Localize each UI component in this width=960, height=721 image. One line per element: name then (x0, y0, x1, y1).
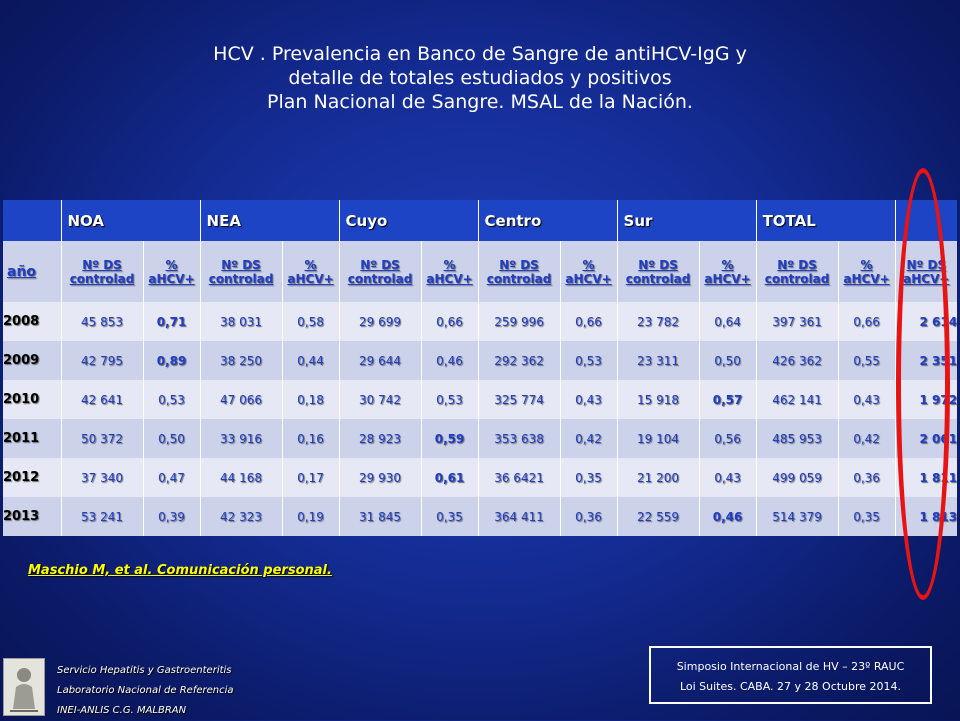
col-pct-total (838, 241, 895, 302)
col-pct-centro-line-2: aHCV+ (565, 271, 612, 286)
corner-cell (3, 200, 61, 241)
prevalence-table (3, 200, 957, 536)
year-cell: 2010 (3, 380, 61, 419)
col-ds-centro-line-1: Nº DS (499, 257, 539, 272)
cell-pct-cuyo: 0,66 (421, 302, 478, 341)
cell-pct-noa: 0,71 (143, 302, 200, 341)
cell-ds-sur: 23 782 (617, 302, 699, 341)
institution-line-2: Laboratorio Nacional de Referencia (57, 685, 234, 696)
col-ds-total (756, 241, 838, 302)
cell-pct-noa: 0,50 (143, 419, 200, 458)
cell-ds-noa: 37 340 (61, 458, 143, 497)
slide-title (0, 42, 960, 114)
cell-pct-nea: 0,44 (282, 341, 339, 380)
cell-pct-centro: 0,42 (560, 419, 617, 458)
institution-line-3: INEI-ANLIS C.G. MALBRAN (57, 705, 187, 716)
col-ds-nea (200, 241, 282, 302)
col-pct-total-line-2: aHCV+ (843, 271, 890, 286)
cell-pct-noa: 0,89 (143, 341, 200, 380)
col-pct-sur (699, 241, 756, 302)
cell-positives: 1 972 (895, 380, 957, 419)
cell-pct-cuyo: 0,53 (421, 380, 478, 419)
cell-pct-sur: 0,50 (699, 341, 756, 380)
col-ds-cuyo-line-1: Nº DS (360, 257, 400, 272)
cell-positives: 2 061 (895, 419, 957, 458)
cell-pct-total: 0,43 (838, 380, 895, 419)
malbran-logo (3, 658, 45, 716)
cell-ds-cuyo: 31 845 (339, 497, 421, 536)
cell-ds-noa: 50 372 (61, 419, 143, 458)
cell-ds-total: 426 362 (756, 341, 838, 380)
citation-text: Maschio M, et al. Comunicación personal. (28, 563, 332, 578)
institution-line-1: Servicio Hepatitis y Gastroenteritis (57, 665, 232, 676)
cell-ds-cuyo: 29 930 (339, 458, 421, 497)
year-header: año (3, 241, 61, 302)
col-ds-centro-line-2: controlad (486, 271, 552, 286)
region-header-row (3, 200, 957, 241)
table-row (3, 341, 957, 380)
table-row (3, 380, 957, 419)
cell-ds-sur: 19 104 (617, 419, 699, 458)
cell-positives: 2 614 (895, 302, 957, 341)
col-ds-sur (617, 241, 699, 302)
year-cell: 2013 (3, 497, 61, 536)
col-ds-nea-line-1: Nº DS (221, 257, 261, 272)
cell-ds-total: 485 953 (756, 419, 838, 458)
col-pct-cuyo-line-1: % (443, 257, 456, 272)
region-header-cuyo: Cuyo (339, 200, 478, 241)
col-ds-cuyo-line-2: controlad (347, 271, 413, 286)
cell-pct-sur: 0,57 (699, 380, 756, 419)
cell-pct-noa: 0,53 (143, 380, 200, 419)
table-row (3, 302, 957, 341)
cell-pct-noa: 0,47 (143, 458, 200, 497)
col-pct-sur-line-1: % (721, 257, 734, 272)
region-header-nea: NEA (200, 200, 339, 241)
cell-ds-sur: 21 200 (617, 458, 699, 497)
cell-ds-nea: 38 031 (200, 302, 282, 341)
cell-ds-centro: 292 362 (478, 341, 560, 380)
cell-pct-noa: 0,39 (143, 497, 200, 536)
year-cell: 2009 (3, 341, 61, 380)
cell-pct-centro: 0,35 (560, 458, 617, 497)
cell-ds-nea: 38 250 (200, 341, 282, 380)
cell-ds-nea: 42 323 (200, 497, 282, 536)
institution-block (57, 661, 234, 721)
cell-ds-centro: 353 638 (478, 419, 560, 458)
cell-ds-cuyo: 30 742 (339, 380, 421, 419)
cell-pct-sur: 0,46 (699, 497, 756, 536)
cell-ds-centro: 259 996 (478, 302, 560, 341)
col-positives-line-1: Nº DS (906, 257, 947, 272)
cell-positives: 2 351 (895, 341, 957, 380)
col-ds-total-line-1: Nº DS (777, 257, 817, 272)
cell-ds-cuyo: 29 644 (339, 341, 421, 380)
title-line-1: HCV . Prevalencia en Banco de Sangre de antiHCV-IgG y (213, 43, 747, 65)
cell-pct-cuyo: 0,59 (421, 419, 478, 458)
region-header-total: TOTAL (756, 200, 895, 241)
region-header-noa: NOA (61, 200, 200, 241)
cell-pct-centro: 0,53 (560, 341, 617, 380)
col-pct-nea-line-1: % (304, 257, 317, 272)
col-pct-nea-line-2: aHCV+ (287, 271, 334, 286)
col-pct-noa-line-1: % (165, 257, 178, 272)
cell-ds-total: 397 361 (756, 302, 838, 341)
col-ds-noa-line-1: Nº DS (82, 257, 122, 272)
cell-ds-noa: 42 641 (61, 380, 143, 419)
title-line-2: detalle de totales estudiados y positivos (288, 67, 672, 89)
cell-ds-sur: 15 918 (617, 380, 699, 419)
year-cell: 2012 (3, 458, 61, 497)
cell-ds-total: 462 141 (756, 380, 838, 419)
cell-pct-nea: 0,58 (282, 302, 339, 341)
cell-ds-nea: 33 916 (200, 419, 282, 458)
year-cell: 2008 (3, 302, 61, 341)
col-ds-noa (61, 241, 143, 302)
table-row (3, 458, 957, 497)
col-pct-nea (282, 241, 339, 302)
col-pct-noa-line-2: aHCV+ (148, 271, 195, 286)
cell-pct-sur: 0,43 (699, 458, 756, 497)
col-ds-sur-line-2: controlad (625, 271, 691, 286)
col-pct-sur-line-2: aHCV+ (704, 271, 751, 286)
cell-ds-noa: 42 795 (61, 341, 143, 380)
cell-pct-nea: 0,18 (282, 380, 339, 419)
col-pct-total-line-1: % (860, 257, 873, 272)
cell-ds-noa: 45 853 (61, 302, 143, 341)
cell-pct-nea: 0,17 (282, 458, 339, 497)
cell-pct-cuyo: 0,35 (421, 497, 478, 536)
cell-pct-nea: 0,16 (282, 419, 339, 458)
col-positives-line-2: aHCV+ (903, 271, 950, 286)
cell-pct-centro: 0,36 (560, 497, 617, 536)
cell-pct-total: 0,36 (838, 458, 895, 497)
cell-pct-nea: 0,19 (282, 497, 339, 536)
cell-pct-total: 0,42 (838, 419, 895, 458)
year-cell: 2011 (3, 419, 61, 458)
cell-pct-total: 0,66 (838, 302, 895, 341)
col-pct-cuyo (421, 241, 478, 302)
region-header-centro: Centro (478, 200, 617, 241)
event-line-1: Simposio Internacional de HV – 23º RAUC (676, 660, 905, 673)
cell-ds-cuyo: 28 923 (339, 419, 421, 458)
cell-ds-sur: 23 311 (617, 341, 699, 380)
col-ds-total-line-2: controlad (764, 271, 830, 286)
region-header-sur: Sur (617, 200, 756, 241)
cell-ds-nea: 44 168 (200, 458, 282, 497)
col-pct-cuyo-line-2: aHCV+ (426, 271, 473, 286)
col-ds-noa-line-2: controlad (69, 271, 135, 286)
col-ds-nea-line-2: controlad (208, 271, 274, 286)
cell-ds-sur: 22 559 (617, 497, 699, 536)
column-header-row (3, 241, 957, 302)
cell-pct-sur: 0,56 (699, 419, 756, 458)
cell-ds-noa: 53 241 (61, 497, 143, 536)
cell-pct-sur: 0,64 (699, 302, 756, 341)
col-pct-centro-line-1: % (582, 257, 595, 272)
col-ds-cuyo (339, 241, 421, 302)
cell-positives: 1 811 (895, 458, 957, 497)
cell-pct-centro: 0,66 (560, 302, 617, 341)
table-row (3, 497, 957, 536)
cell-ds-nea: 47 066 (200, 380, 282, 419)
cell-ds-centro: 325 774 (478, 380, 560, 419)
cell-pct-cuyo: 0,46 (421, 341, 478, 380)
cell-ds-centro: 36 6421 (478, 458, 560, 497)
highlight-oval (896, 168, 950, 600)
col-ds-centro (478, 241, 560, 302)
table-row (3, 419, 957, 458)
cell-pct-cuyo: 0,61 (421, 458, 478, 497)
cell-ds-total: 514 379 (756, 497, 838, 536)
cell-pct-total: 0,35 (838, 497, 895, 536)
cell-ds-total: 499 059 (756, 458, 838, 497)
cell-pct-total: 0,55 (838, 341, 895, 380)
cell-pct-centro: 0,43 (560, 380, 617, 419)
col-pct-noa (143, 241, 200, 302)
cell-ds-centro: 364 411 (478, 497, 560, 536)
col-ds-sur-line-1: Nº DS (638, 257, 678, 272)
title-line-3: Plan Nacional de Sangre. MSAL de la Nación. (267, 91, 693, 113)
event-line-2: Loi Suites. CABA. 27 y 28 Octubre 2014. (679, 680, 902, 693)
col-pct-centro (560, 241, 617, 302)
cell-positives: 1 813 (895, 497, 957, 536)
event-box (649, 646, 932, 704)
cell-ds-cuyo: 29 699 (339, 302, 421, 341)
